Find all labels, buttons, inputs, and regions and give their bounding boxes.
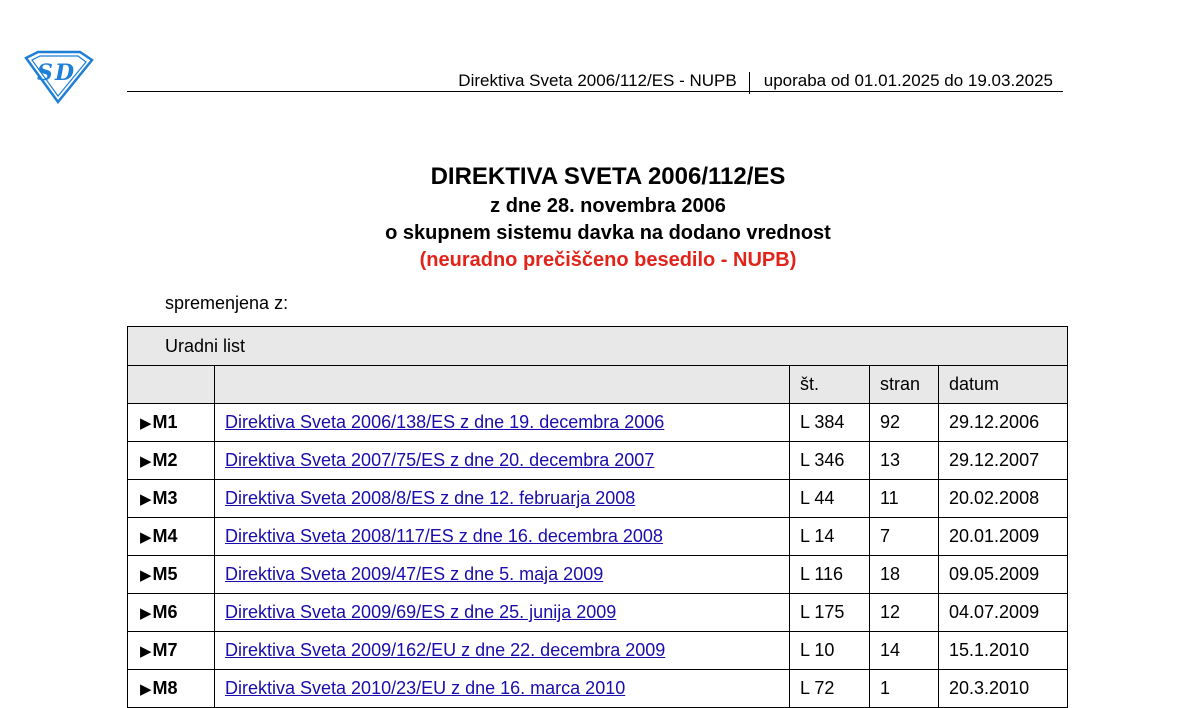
amendment-mark (128, 594, 215, 632)
amendment-mark-label: M2 (152, 450, 178, 470)
oj-date: 09.05.2009 (939, 556, 1068, 594)
document-date: z dne 28. novembra 2006 (490, 195, 726, 217)
oj-number: L 116 (790, 556, 870, 594)
amendment-row (128, 518, 1068, 556)
header-document-name: Direktiva Sveta 2006/112/ES - NUPB (458, 71, 737, 90)
play-arrow-icon: ▶ (140, 529, 152, 546)
oj-number: L 14 (790, 518, 870, 556)
oj-number: L 10 (790, 632, 870, 670)
oj-page: 13 (870, 442, 939, 480)
play-arrow-icon: ▶ (140, 605, 152, 622)
oj-date: 29.12.2007 (939, 442, 1068, 480)
oj-page: 7 (870, 518, 939, 556)
running-header (458, 70, 1053, 92)
amendment-title-cell (215, 480, 790, 518)
amendment-link[interactable]: Direktiva Sveta 2009/162/EU z dne 22. decembra 2009 (225, 640, 666, 660)
amendment-mark-label: M4 (152, 526, 178, 546)
oj-date: 20.3.2010 (939, 670, 1068, 708)
oj-date: 20.01.2009 (939, 518, 1068, 556)
amended-by-label: spremenjena z: (165, 293, 289, 313)
header-rule (127, 91, 1063, 92)
play-arrow-icon: ▶ (140, 453, 152, 470)
oj-number: L 384 (790, 404, 870, 442)
sd-logo-icon (22, 50, 94, 104)
amendment-title-cell (215, 670, 790, 708)
oj-date: 20.02.2008 (939, 480, 1068, 518)
amendment-mark (128, 556, 215, 594)
oj-page: 18 (870, 556, 939, 594)
play-arrow-icon: ▶ (140, 567, 152, 584)
column-header-row (128, 366, 1068, 404)
oj-number: L 44 (790, 480, 870, 518)
amendment-title-cell (215, 518, 790, 556)
unofficial-consolidation-note: (neuradno prečiščeno besedilo - NUPB) (419, 249, 797, 271)
amendment-row (128, 442, 1068, 480)
amendment-link[interactable]: Direktiva Sveta 2006/138/ES z dne 19. decembra 2006 (225, 412, 665, 432)
amendment-row (128, 594, 1068, 632)
amendment-link[interactable]: Direktiva Sveta 2008/8/ES z dne 12. februarja 2008 (225, 488, 636, 508)
oj-date: 29.12.2006 (939, 404, 1068, 442)
play-arrow-icon: ▶ (140, 681, 152, 698)
document-title-block (0, 161, 1190, 274)
amendment-link[interactable]: Direktiva Sveta 2009/47/ES z dne 5. maja 2009 (225, 564, 604, 584)
amendment-title-cell (215, 556, 790, 594)
amendment-link[interactable]: Direktiva Sveta 2008/117/ES z dne 16. decembra 2008 (225, 526, 663, 546)
play-arrow-icon: ▶ (140, 415, 152, 432)
document-title: DIREKTIVA SVETA 2006/112/ES (430, 163, 786, 190)
col-mark-header (128, 366, 215, 404)
amendment-row (128, 670, 1068, 708)
col-date-header: datum (939, 366, 1068, 404)
amendment-link[interactable]: Direktiva Sveta 2007/75/ES z dne 20. decembra 2007 (225, 450, 655, 470)
header-validity: uporaba od 01.01.2025 do 19.03.2025 (763, 71, 1053, 90)
col-page-header: stran (870, 366, 939, 404)
official-journal-header-row (128, 327, 1068, 366)
document-subject: o skupnem sistemu davka na dodano vrednost (385, 222, 831, 244)
amendments-table (127, 326, 1068, 708)
oj-date: 04.07.2009 (939, 594, 1068, 632)
amendment-mark (128, 632, 215, 670)
amendment-title-cell (215, 404, 790, 442)
amendment-row (128, 404, 1068, 442)
amendment-title-cell (215, 442, 790, 480)
amendment-mark (128, 670, 215, 708)
oj-date: 15.1.2010 (939, 632, 1068, 670)
oj-number: L 346 (790, 442, 870, 480)
amendment-mark (128, 404, 215, 442)
amendment-mark-label: M8 (152, 678, 178, 698)
amendment-row (128, 632, 1068, 670)
svg-text:D: D (55, 60, 75, 86)
amendment-row (128, 556, 1068, 594)
oj-page: 1 (870, 670, 939, 708)
amendment-mark-label: M7 (152, 640, 178, 660)
official-journal-header: Uradni list (128, 327, 1068, 366)
amendment-mark-label: M3 (152, 488, 178, 508)
amendment-title-cell (215, 632, 790, 670)
amendment-row (128, 480, 1068, 518)
oj-page: 92 (870, 404, 939, 442)
oj-number: L 175 (790, 594, 870, 632)
col-title-header (215, 366, 790, 404)
amendment-mark (128, 518, 215, 556)
oj-page: 12 (870, 594, 939, 632)
svg-text:S: S (37, 60, 53, 86)
amendment-link[interactable]: Direktiva Sveta 2010/23/EU z dne 16. marca 2010 (225, 678, 626, 698)
col-number-header: št. (790, 366, 870, 404)
play-arrow-icon: ▶ (140, 491, 152, 508)
amendment-mark (128, 480, 215, 518)
amendment-mark-label: M1 (152, 412, 178, 432)
play-arrow-icon: ▶ (140, 643, 152, 660)
amendment-mark (128, 442, 215, 480)
oj-number: L 72 (790, 670, 870, 708)
amendment-mark-label: M6 (152, 602, 178, 622)
amendment-title-cell (215, 594, 790, 632)
amendment-mark-label: M5 (152, 564, 178, 584)
oj-page: 11 (870, 480, 939, 518)
oj-page: 14 (870, 632, 939, 670)
amendment-link[interactable]: Direktiva Sveta 2009/69/ES z dne 25. junija 2009 (225, 602, 617, 622)
